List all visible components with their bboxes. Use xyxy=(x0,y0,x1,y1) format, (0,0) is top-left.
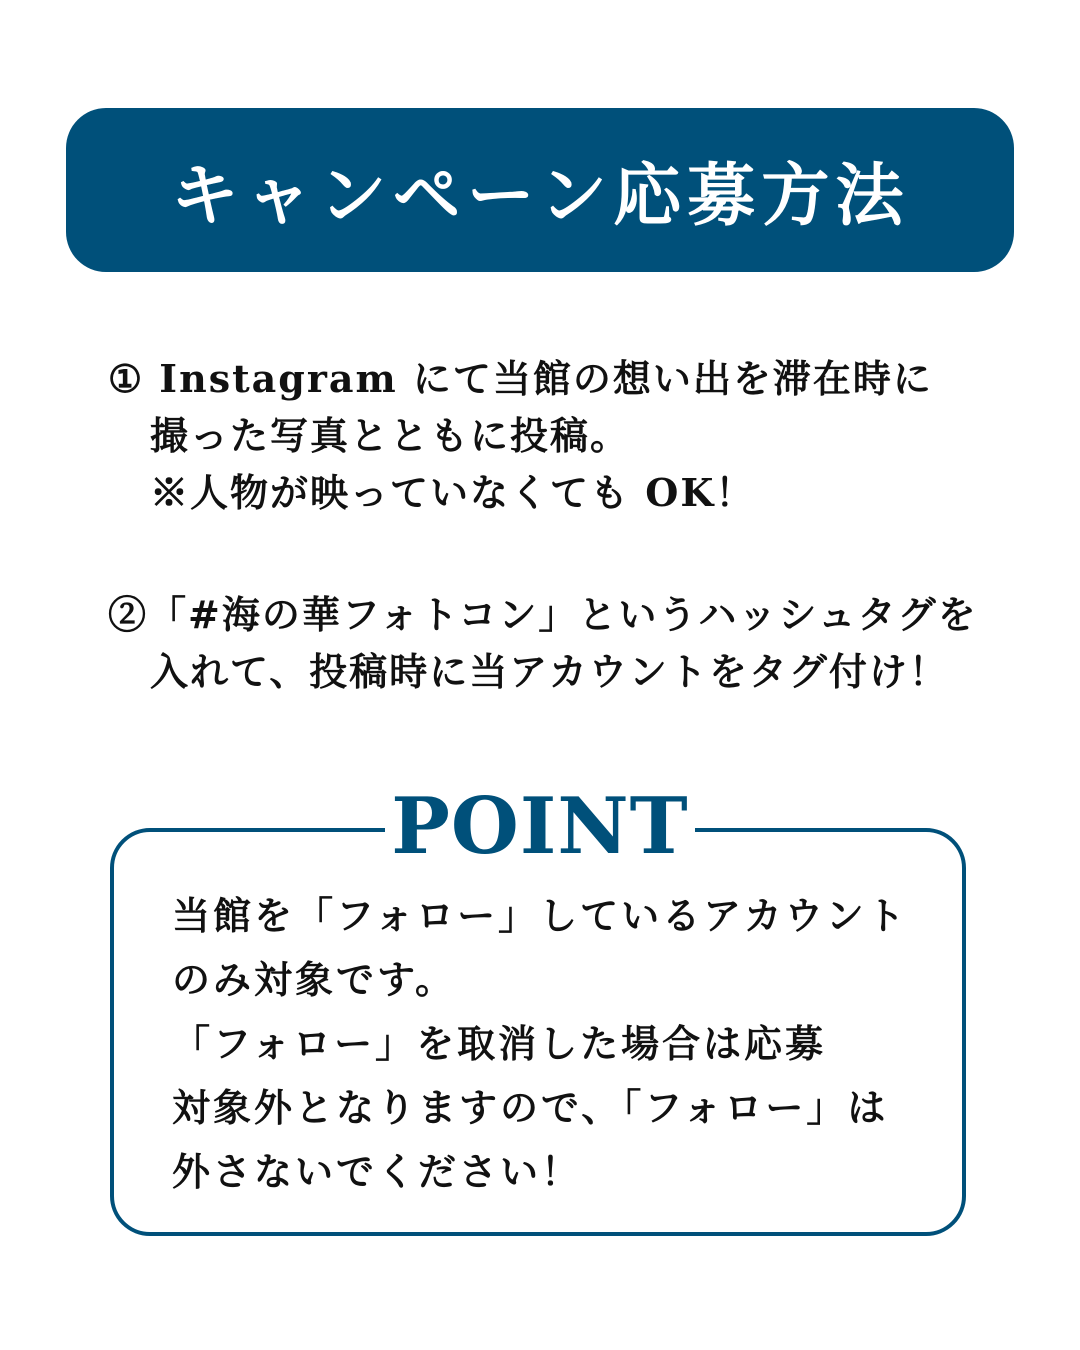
point-line-5: 外さないでください！ xyxy=(172,1149,583,1194)
step-2 xyxy=(108,586,978,700)
step-2-line-2: 入れて、投稿時に当アカウントをタグ付け！ xyxy=(150,649,949,694)
step-2-line-1: ②「#海の華フォトコン」というハッシュタグを xyxy=(108,592,978,637)
point-body xyxy=(172,884,908,1204)
point-label: POINT xyxy=(385,782,695,872)
title-banner xyxy=(66,108,1014,272)
page-title: キャンペーン応募方法 xyxy=(170,155,910,236)
point-line-1: 当館を「フォロー」しているアカウント xyxy=(172,893,908,938)
point-line-3: 「フォロー」を取消した場合は応募 xyxy=(172,1021,827,1066)
step-1-line-3: ※人物が映っていなくても OK！ xyxy=(150,470,756,515)
point-line-2: のみ対象です。 xyxy=(172,957,456,1002)
step-1-line-2: 撮った写真とともに投稿。 xyxy=(150,413,631,458)
point-line-4: 対象外となりますので、「フォロー」は xyxy=(172,1085,889,1130)
step-1 xyxy=(108,350,933,521)
step-1-line-1: ① Instagram にて当館の想い出を滞在時に xyxy=(108,356,933,401)
